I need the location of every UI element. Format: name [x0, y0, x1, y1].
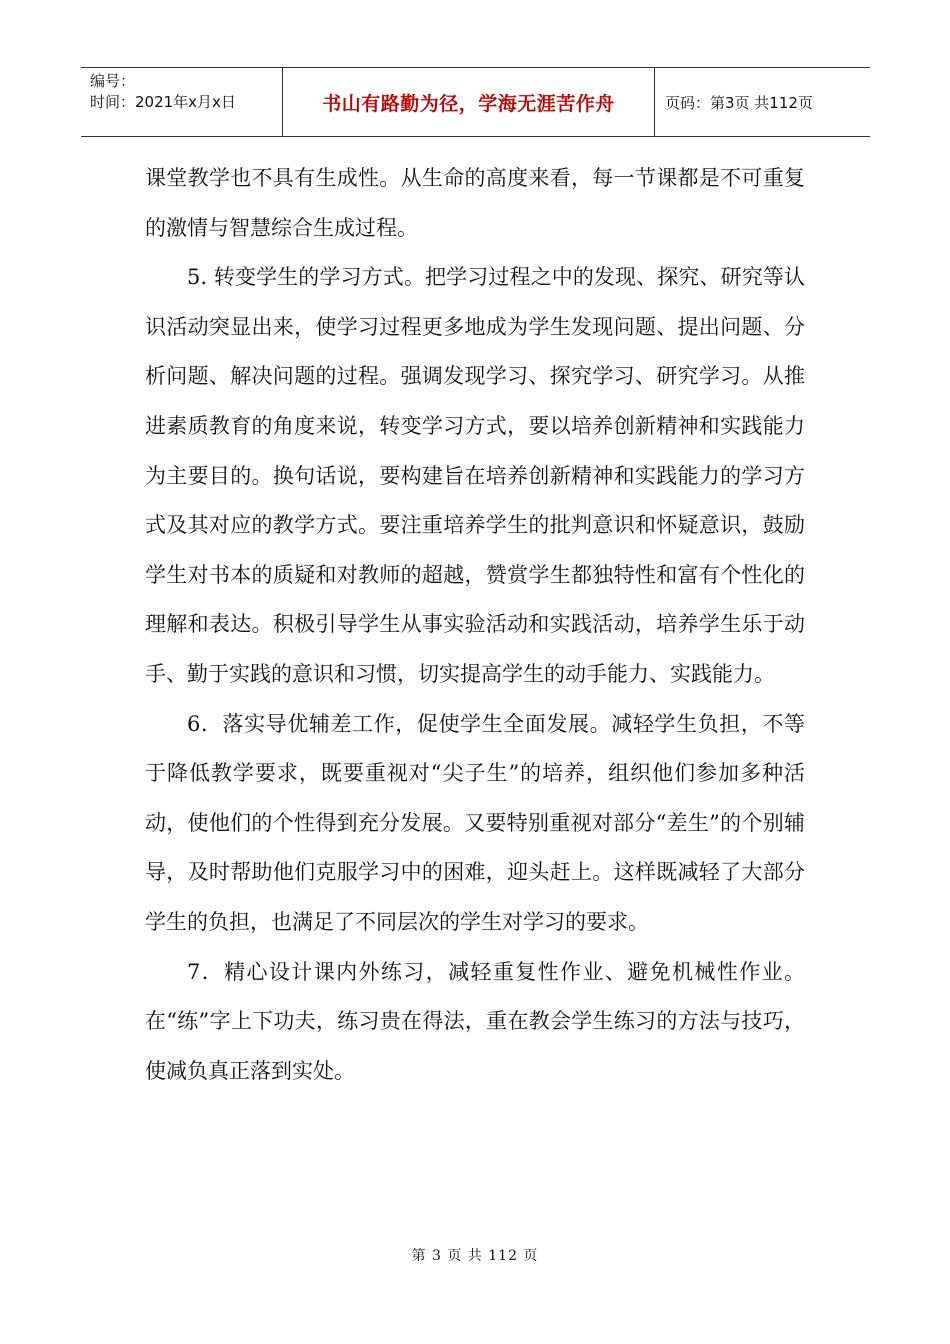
header-page-cell: [655, 68, 870, 136]
footer-page-number: 第 3 页 共 112 页: [411, 1248, 539, 1264]
page-footer: [0, 1245, 950, 1265]
paragraph-item-7: 7．精心设计课内外练习，减轻重复性作业、避免机械性作业。在“练”字上下功夫，练习贵在得法，重在教会学生练习的方法与技巧，使减负真正落到实处。: [145, 959, 805, 1083]
header-page-info: 页码：第3页 共112页: [665, 93, 813, 112]
paragraph-continuation: 课堂教学也不具有生成性。从生命的高度来看，每一节课都是不可重复的激情与智慧综合生成过程。: [145, 166, 805, 240]
paragraph-item-6: 6．落实导优辅差工作，促使学生全面发展。减轻学生负担，不等于降低教学要求，既要重视对“尖子生”的培养，组织他们参加多种活动，使他们的个性得到充分发展。又要特别重视对部分“差生”的个别辅导，及时帮助他们克服学习中的困难，迎头赶上。这样既减轻了大部分学生的负担，也满足了不同层次的学生对学习的要求。: [145, 711, 805, 934]
header-table: [81, 67, 870, 137]
paragraph-item-5: 5. 转变学生的学习方式。把学习过程之中的发现、探究、研究等认识活动突显出来，使学习过程更多地成为学生发现问题、提出问题、分析问题、解决问题的过程。强调发现学习、探究学习、研究学习。从推进素质教育的角度来说，转变学习方式，要以培养创新精神和实践能力为主要目的。换句话说，要构建旨在培养创新精神和实践能力的学习方式及其对应的教学方式。要注重培养学生的批判意识和怀疑意识，鼓励学生对书本的质疑和对教师的超越，赞赏学生都独特性和富有个性化的理解和表达。积极引导学生从事实验活动和实践活动，培养学生乐于动手、勤于实践的意识和习惯，切实提高学生的动手能力、实践能力。: [145, 265, 805, 686]
header-meta-cell: [81, 68, 283, 136]
header-motto-cell: [283, 68, 655, 136]
document-date-label: 时间：2021年x月x日: [90, 93, 236, 111]
document-number-label: 编号：: [90, 72, 136, 90]
header-motto: 书山有路勤为径，学海无涯苦作舟: [322, 92, 615, 115]
document-body: [145, 154, 805, 1096]
